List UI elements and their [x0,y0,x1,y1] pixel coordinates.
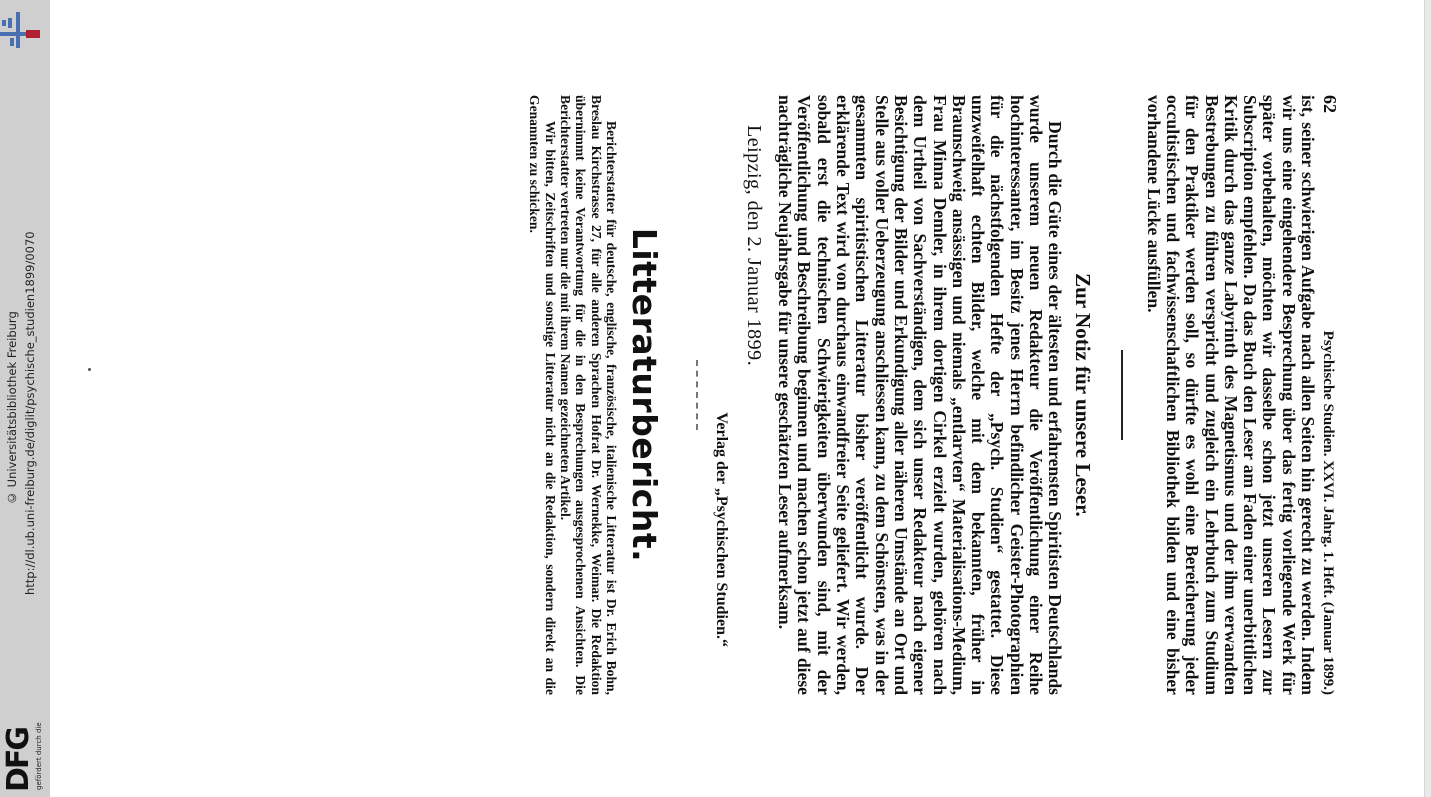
page-number: 62 [1320,95,1340,113]
running-head [1320,95,1340,695]
dfg-logo-text: DFG [1,727,36,792]
publisher-signature: Verlag der „Psychischen Studien.“ [712,412,730,647]
literature-heading: Litteraturbericht. [624,227,664,563]
source-url: http://dl.ub.uni-freiburg.de/diglit/psychische_studien1899/0070 [23,231,37,595]
literature-paragraph-2: Wir bitten, Zeitschriften und sonstige Litteratur nicht an die Redaktion, sondern direkt an die Genannten zu schicken. [527,95,558,695]
section-rule [1121,350,1123,440]
notice-paragraph: Durch die Güte eines der ältesten und erfahrensten Spiritisten Deutschlands wurde unserem neuen Redakteur die Veröffentlichung einer Reihe hochinteressanter, im Besitz jenes Herrn befindlicher Geister-Photographien für die nächstfolgenden Hefte der „Psych. Studien“ gestattet. Diese unzweifelhaft echten Bilder, welche mit dem bekannten, früher in Braunschweig ansässigen und niemals „entlarvten“ Materialisations-Medium, Frau Minna Demler, in ihrem dortigen Cirkel erzielt wurden, gehören nach dem Urtheil von Sachverständigen, dem sich unser Redakteur nach eigener Besichtigung der Bilder und Erkundigung aller näheren Umstände an Ort und Stelle aus voller Ueberzeugung anschliessen kann, zu dem Schönsten, was in der gesammten spiritistischen Litteratur bisher veröffentlicht wurde. Der erklärende Text wird von durchaus einwandfreier Seite geliefert. Wir werden, sobald erst die technischen Schwierigkeiten überwunden sind, mit der Veröffentlichung und Beschreibung beginnen und machen schon jetzt auf diese nachträgliche Neujahrsgabe für unsere geschätzten Leser aufmerksam. [775,95,1066,695]
copyright-notice: © Universitätsbibliothek Freiburg [5,311,19,505]
paragraph-continuation: ist, seiner schwierigen Aufgabe nach allen Seiten hin gerecht zu werden. Indem wir uns eine eingehendere Besprechung über das fertig vorliegende Werk für später vorbehalten, möchten wir dasselbe schon jetzt unseren Lesern zur Subscription empfehlen. Da das Buch den Leser am Faden einer unerbittlichen Kritik durch das ganze Labyrinth des Magnetismus und der ihm verwandten Bestrebungen zu führen verspricht und zugleich ein Lehrbuch zum Studium für den Praktiker werden soll, so dürfte es wohl eine Bereicherung jeder occultistischen und fachwissenschaftlichen Bibliothek bilden und eine bisher vorhandene Lücke ausfüllen. [1143,95,1318,695]
dateline: Leipzig, den 2. Januar 1899. [742,125,765,367]
literature-paragraph-1: Berichterstatter für deutsche, englische, französische, italienische Litteratur ist Dr. Erich Bohn, Breslau Kirchstrasse 27, für alle anderen Sprachen Hofrat Dr. Wernekke, Weimar. Die Redaktion übernimmt keine Verantwortung für die in den Besprechungen ausgesprochenen Ansichten. Die Berichterstatter vertreten nur die mit ihrem Namen gezeichneten Artikel. [557,95,619,695]
rotated-page-content [527,95,1340,695]
section-rule-short [696,360,698,430]
running-head-title: Psychische Studien. XXVI. Jahrg. 1. Heft. (Januar 1899.) [1320,330,1336,695]
notice-heading: Zur Notiz für unsere Leser. [1071,273,1096,517]
dfg-funding-note: gefördert durch die [35,722,43,790]
